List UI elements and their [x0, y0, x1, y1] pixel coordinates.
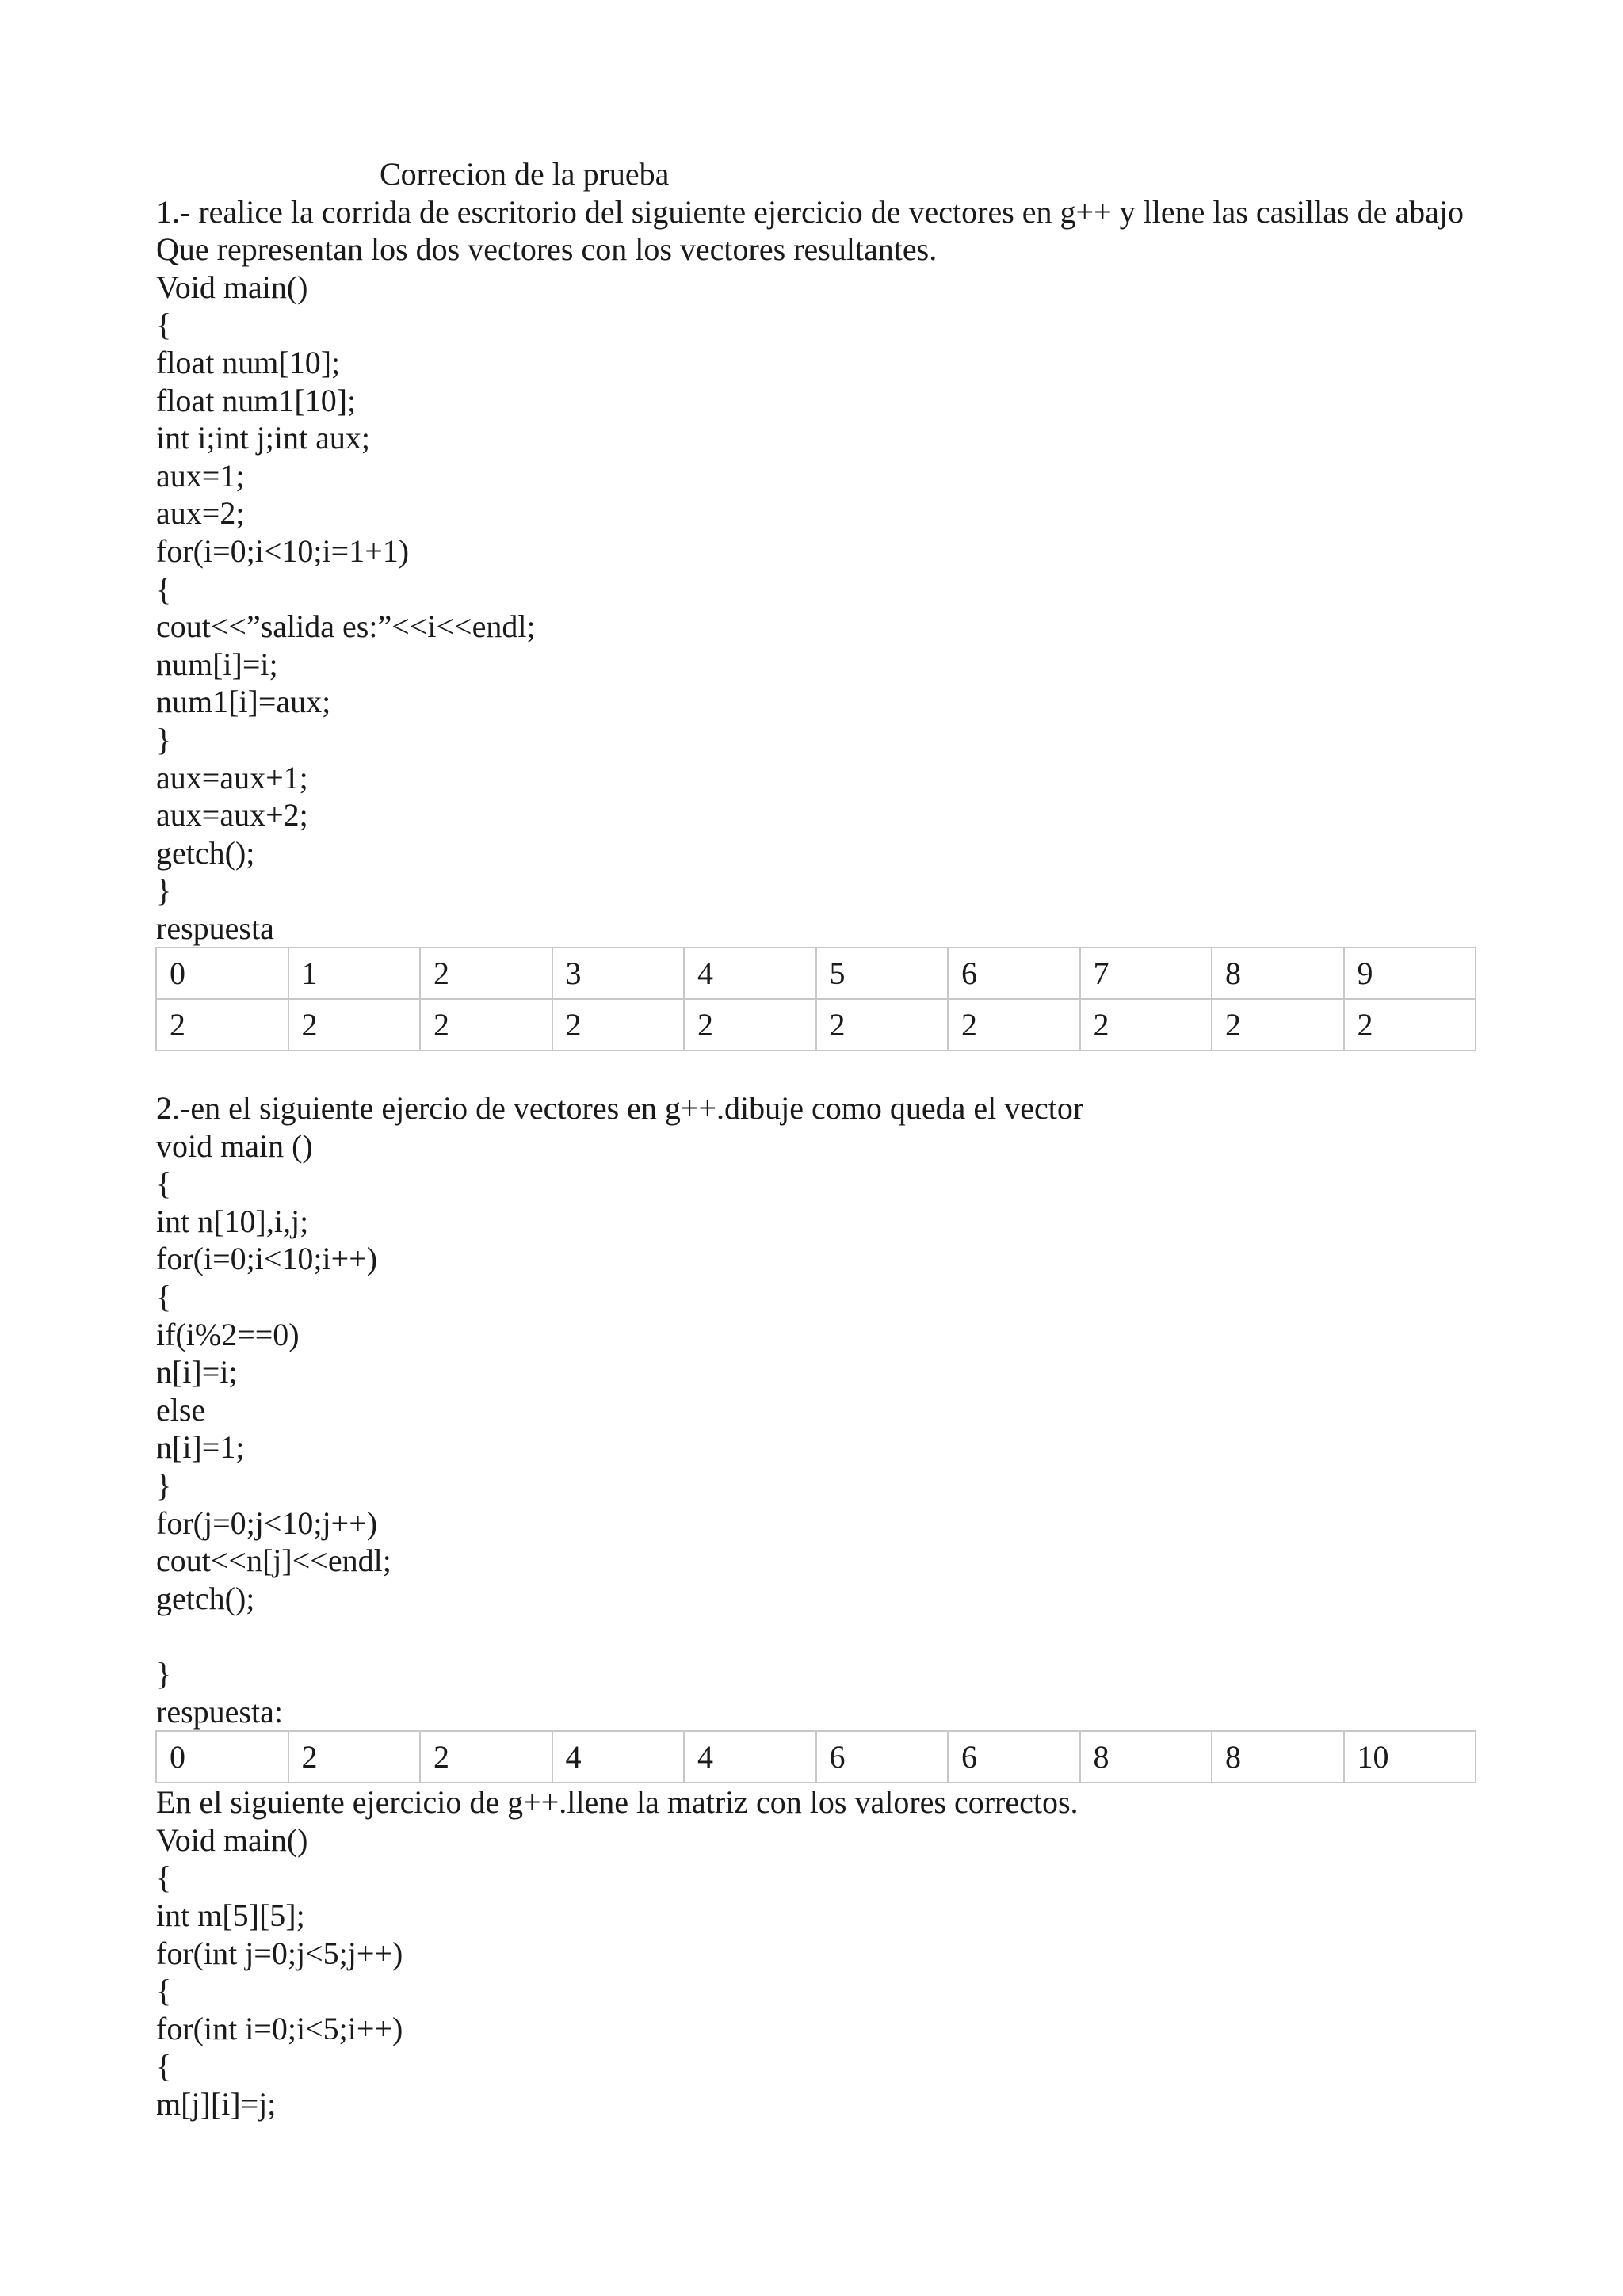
code-line: {	[156, 570, 172, 607]
code-line: getch();	[156, 1580, 255, 1616]
table-cell: 2	[1212, 999, 1344, 1051]
table-cell: 6	[948, 1731, 1080, 1783]
code-line: for(j=0;j<10;j++)	[156, 1505, 378, 1541]
code-line: }	[156, 872, 172, 909]
code-line: {	[156, 1973, 172, 2009]
table-cell: 0	[156, 948, 288, 999]
table-cell: 2	[816, 999, 949, 1051]
table-cell: 10	[1344, 1731, 1476, 1783]
code-line: if(i%2==0)	[156, 1316, 300, 1352]
code-line: for(i=0;i<10;i=1+1)	[156, 532, 410, 569]
code-line	[156, 1617, 1487, 1655]
code-line: aux=1;	[156, 457, 245, 494]
code-line: Void main()	[156, 269, 308, 305]
code-line: int n[10],i,j;	[156, 1203, 309, 1239]
table-cell: 8	[1080, 1731, 1212, 1783]
code-line: int m[5][5];	[156, 1897, 305, 1933]
table-cell: 2	[420, 948, 552, 999]
code-line: for(int j=0;j<5;j++)	[156, 1935, 403, 1971]
q2-answer-label: respuesta:	[156, 1693, 283, 1730]
table-cell: 1	[288, 948, 421, 999]
table-cell: 2	[156, 999, 288, 1051]
code-line: float num[10];	[156, 344, 341, 380]
table-cell: 6	[816, 1731, 949, 1783]
code-line: {	[156, 1165, 172, 1202]
table-row	[156, 948, 1476, 999]
table-cell: 8	[1212, 948, 1344, 999]
table-row	[156, 999, 1476, 1051]
code-line: float num1[10];	[156, 382, 357, 418]
table-cell: 2	[288, 1731, 421, 1783]
code-line: for(i=0;i<10;i++)	[156, 1241, 378, 1277]
table-cell: 2	[948, 999, 1080, 1051]
table-cell: 6	[948, 948, 1080, 999]
code-line: aux=aux+2;	[156, 797, 308, 833]
code-line: num1[i]=aux;	[156, 684, 331, 720]
table-cell: 4	[552, 1731, 685, 1783]
table-cell: 3	[552, 948, 685, 999]
table-cell: 2	[1080, 999, 1212, 1051]
code-line: }	[156, 1655, 172, 1691]
table-cell: 5	[816, 948, 949, 999]
code-line: {	[156, 1859, 172, 1896]
code-line: for(int i=0;i<5;i++)	[156, 2010, 403, 2046]
table-cell: 2	[552, 999, 685, 1051]
table-cell: 4	[684, 948, 816, 999]
table-cell: 2	[420, 1731, 552, 1783]
q3-code	[156, 1821, 1487, 2123]
q2-code	[156, 1127, 1487, 1693]
table-cell: 2	[420, 999, 552, 1051]
document-body	[156, 155, 1487, 2123]
code-line: Void main()	[156, 1821, 308, 1858]
q1-answer-table	[155, 947, 1476, 1051]
table-cell: 8	[1212, 1731, 1344, 1783]
table-row	[156, 1731, 1476, 1783]
code-line: }	[156, 1467, 172, 1503]
table-cell: 9	[1344, 948, 1476, 999]
code-line: cout<<n[j]<<endl;	[156, 1543, 391, 1579]
table-cell: 2	[1344, 999, 1476, 1051]
code-line: }	[156, 721, 172, 757]
code-line: n[i]=i;	[156, 1354, 238, 1390]
code-line: aux=aux+1;	[156, 759, 308, 795]
table-cell: 2	[684, 999, 816, 1051]
q2-prompt: 2.-en el siguiente ejercio de vectores en g++.dibuje como queda el vector	[156, 1090, 1084, 1127]
table-cell: 0	[156, 1731, 288, 1783]
code-line: void main ()	[156, 1127, 313, 1164]
code-line: {	[156, 2048, 172, 2084]
q1-prompt: 1.- realice la corrida de escritorio del siguiente ejercicio de vectores en g++ y llene las casillas de abajo Que representan los dos vectores con los vectores resultantes.	[156, 193, 1464, 268]
spacer	[156, 1051, 1487, 1089]
code-line: m[j][i]=j;	[156, 2085, 277, 2122]
code-line: {	[156, 1279, 172, 1315]
code-line: cout<<”salida es:”<<i<<endl;	[156, 608, 536, 645]
q2-answer-table	[155, 1730, 1476, 1783]
code-line: getch();	[156, 834, 255, 871]
code-line: else	[156, 1391, 206, 1428]
code-line: n[i]=1;	[156, 1429, 245, 1466]
document-title: Correcion de la prueba	[380, 156, 670, 192]
code-line: aux=2;	[156, 495, 245, 532]
table-cell: 4	[684, 1731, 816, 1783]
q1-answer-label: respuesta	[156, 910, 274, 946]
q3-prompt: En el siguiente ejercicio de g++.llene la matriz con los valores correctos.	[156, 1784, 1079, 1821]
code-line: int i;int j;int aux;	[156, 420, 370, 456]
code-line: {	[156, 307, 172, 343]
code-line: num[i]=i;	[156, 646, 278, 682]
table-cell: 7	[1080, 948, 1212, 999]
q1-code	[156, 269, 1487, 910]
table-cell: 2	[288, 999, 421, 1051]
